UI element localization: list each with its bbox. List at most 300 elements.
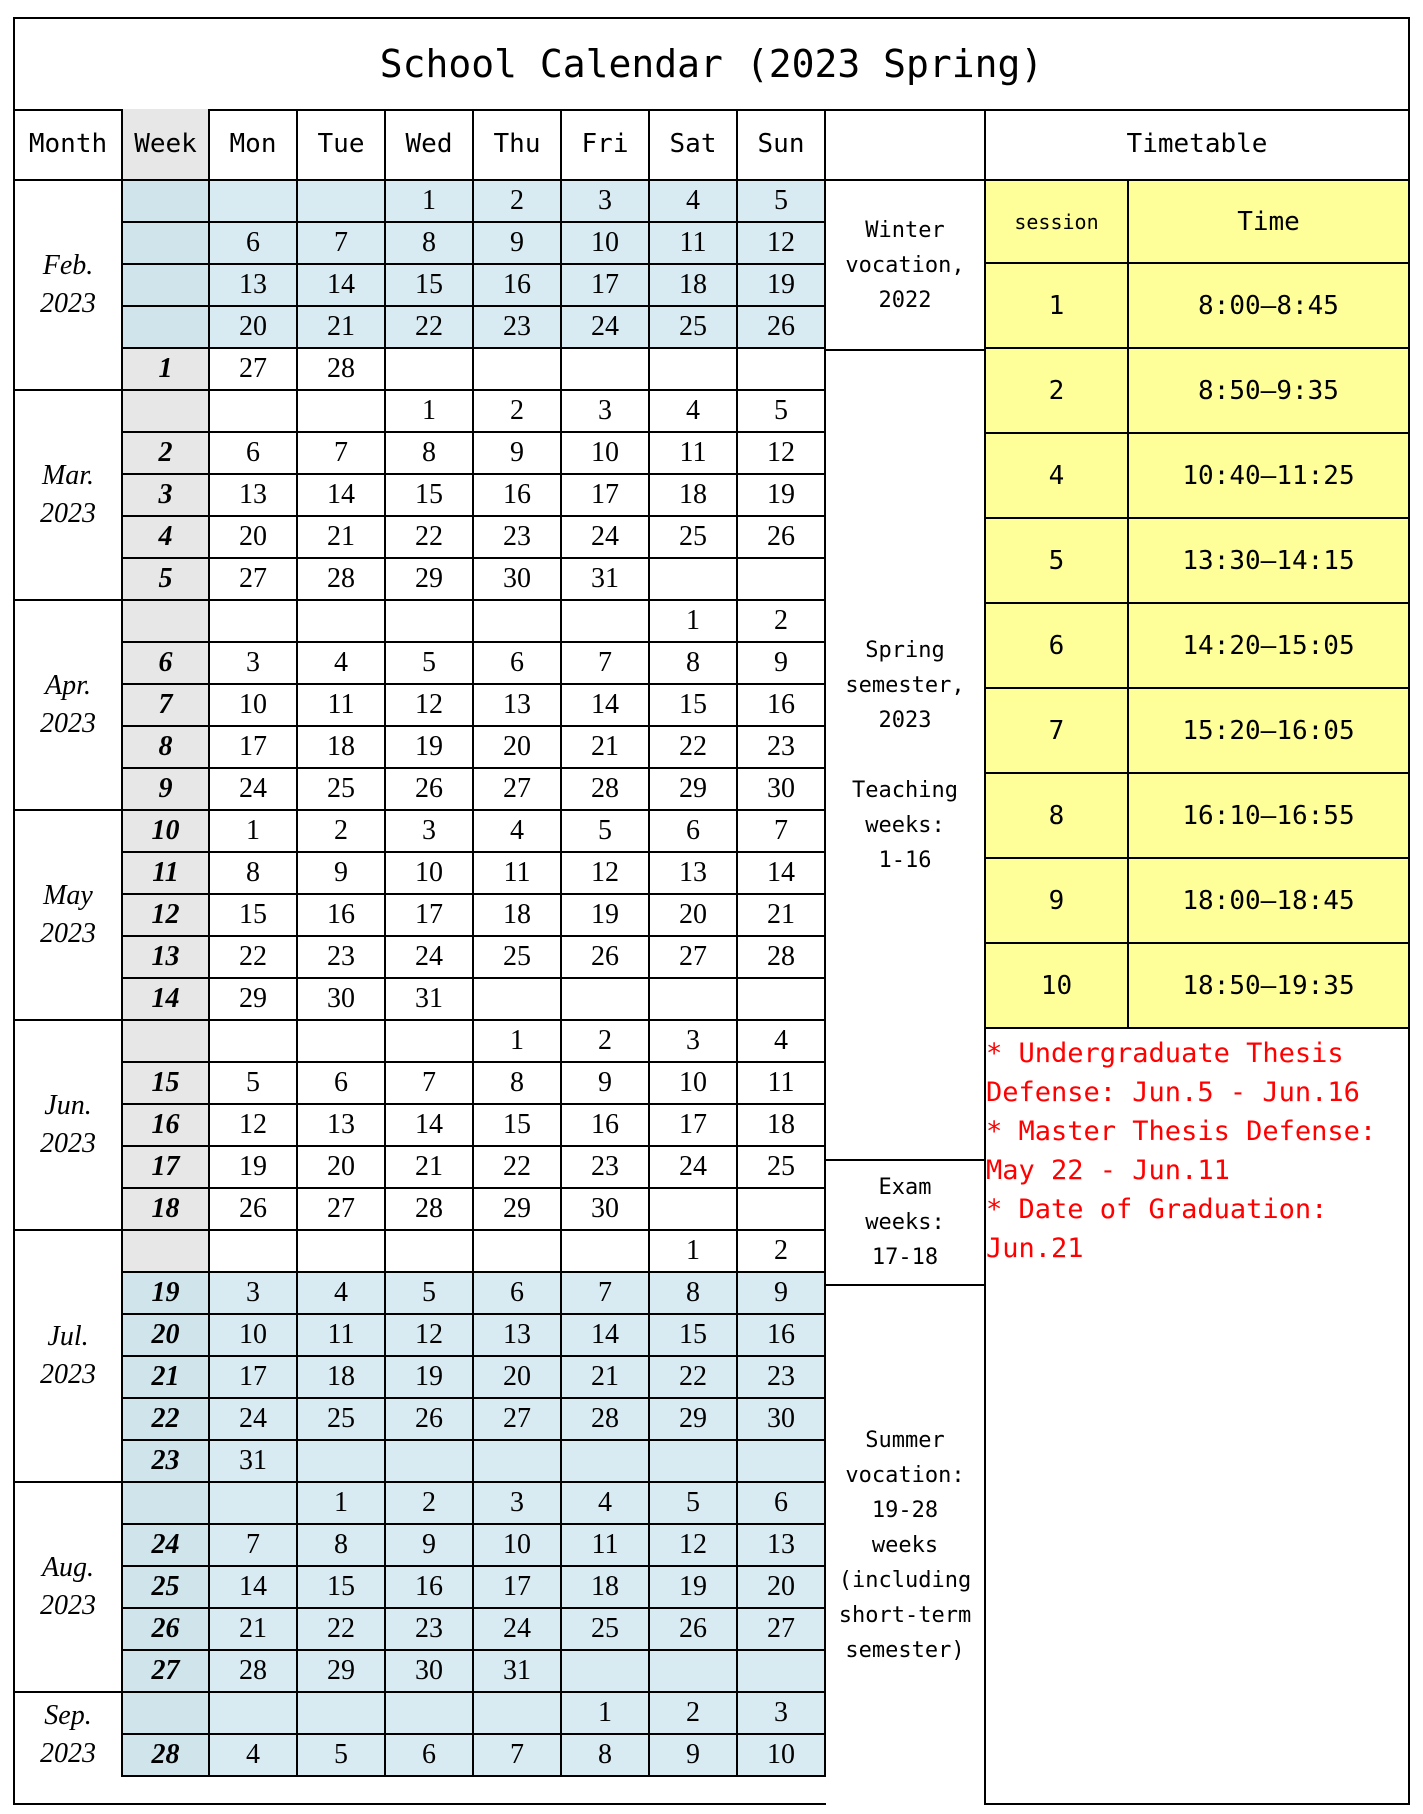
- day-cell-mon: 17: [210, 1357, 298, 1399]
- week-number-cell: 25: [123, 1567, 210, 1609]
- day-cell-wed: 21: [386, 1147, 474, 1189]
- day-cell-wed: 19: [386, 1357, 474, 1399]
- week-number-cell: [123, 601, 210, 643]
- day-cell-tue: 25: [298, 769, 386, 811]
- day-cell-thu: 9: [474, 433, 562, 475]
- day-cell-sat: 15: [650, 685, 738, 727]
- month-label: May 2023: [15, 811, 123, 1021]
- day-cell-thu: 20: [474, 727, 562, 769]
- day-cell-thu: 22: [474, 1147, 562, 1189]
- day-cell-wed: [386, 1441, 474, 1483]
- day-cell-fri: 17: [562, 265, 650, 307]
- day-cell-mon: 29: [210, 979, 298, 1021]
- day-cell-mon: [210, 391, 298, 433]
- day-cell-tue: 6: [298, 1063, 386, 1105]
- timetable-time-cell: 16:10—16:55: [1129, 774, 1408, 859]
- day-cell-sun: 7: [738, 811, 826, 853]
- day-cell-fri: 17: [562, 475, 650, 517]
- day-cell-sun: 23: [738, 727, 826, 769]
- day-cell-sat: [650, 559, 738, 601]
- day-cell-sun: 18: [738, 1105, 826, 1147]
- week-number-cell: [123, 1021, 210, 1063]
- day-cell-fri: 2: [562, 1021, 650, 1063]
- day-cell-mon: 26: [210, 1189, 298, 1231]
- day-cell-thu: 27: [474, 1399, 562, 1441]
- day-cell-mon: 13: [210, 475, 298, 517]
- header-thu: Thu: [474, 109, 562, 181]
- timetable-session-cell: 7: [986, 689, 1129, 774]
- period-spring-semester: Spring semester, 2023 Teaching weeks: 1-16: [826, 351, 986, 1161]
- day-cell-wed: 3: [386, 811, 474, 853]
- day-cell-fri: 21: [562, 727, 650, 769]
- timetable-session-cell: 4: [986, 434, 1129, 519]
- day-cell-fri: [562, 601, 650, 643]
- day-cell-tue: 5: [298, 1735, 386, 1777]
- day-cell-thu: 13: [474, 685, 562, 727]
- day-cell-fri: 4: [562, 1483, 650, 1525]
- day-cell-tue: 18: [298, 1357, 386, 1399]
- timetable-time-cell: 8:00—8:45: [1129, 264, 1408, 349]
- day-cell-thu: 10: [474, 1525, 562, 1567]
- day-cell-thu: 6: [474, 1273, 562, 1315]
- day-cell-thu: 3: [474, 1483, 562, 1525]
- day-cell-sun: [738, 1651, 826, 1693]
- period-winter-vacation: Winter vocation, 2022: [826, 181, 986, 351]
- note-master-defense: * Master Thesis Defense: May 22 - Jun.11: [986, 1116, 1377, 1186]
- day-cell-sun: 10: [738, 1735, 826, 1777]
- day-cell-sun: 30: [738, 1399, 826, 1441]
- day-cell-tue: 14: [298, 265, 386, 307]
- day-cell-wed: 17: [386, 895, 474, 937]
- day-cell-thu: 23: [474, 517, 562, 559]
- day-cell-thu: 25: [474, 937, 562, 979]
- day-cell-wed: [386, 601, 474, 643]
- day-cell-sat: 25: [650, 307, 738, 349]
- day-cell-tue: 7: [298, 223, 386, 265]
- day-cell-mon: 10: [210, 685, 298, 727]
- day-cell-fri: 11: [562, 1525, 650, 1567]
- day-cell-fri: [562, 979, 650, 1021]
- day-cell-mon: 31: [210, 1441, 298, 1483]
- week-number-cell: 22: [123, 1399, 210, 1441]
- day-cell-tue: [298, 1693, 386, 1735]
- day-cell-thu: 30: [474, 559, 562, 601]
- day-cell-sat: 1: [650, 601, 738, 643]
- day-cell-fri: 16: [562, 1105, 650, 1147]
- day-cell-mon: 15: [210, 895, 298, 937]
- day-cell-fri: 5: [562, 811, 650, 853]
- day-cell-mon: 6: [210, 223, 298, 265]
- day-cell-mon: 20: [210, 517, 298, 559]
- day-cell-tue: 28: [298, 349, 386, 391]
- day-cell-tue: 22: [298, 1609, 386, 1651]
- day-cell-mon: 24: [210, 1399, 298, 1441]
- week-number-cell: 28: [123, 1735, 210, 1777]
- day-cell-sun: 23: [738, 1357, 826, 1399]
- day-cell-sat: 11: [650, 433, 738, 475]
- timetable-time-cell: 14:20—15:05: [1129, 604, 1408, 689]
- timetable-session-header: session: [986, 181, 1129, 264]
- day-cell-sat: 25: [650, 517, 738, 559]
- header-sun: Sun: [738, 109, 826, 181]
- day-cell-fri: 21: [562, 1357, 650, 1399]
- day-cell-sun: [738, 1441, 826, 1483]
- timetable-time-cell: 8:50—9:35: [1129, 349, 1408, 434]
- note-graduation-date: * Date of Graduation: Jun.21: [986, 1194, 1328, 1264]
- day-cell-mon: 22: [210, 937, 298, 979]
- day-cell-tue: 2: [298, 811, 386, 853]
- day-cell-fri: 14: [562, 1315, 650, 1357]
- day-cell-sun: 13: [738, 1525, 826, 1567]
- week-number-cell: [123, 391, 210, 433]
- header-tue: Tue: [298, 109, 386, 181]
- day-cell-tue: 15: [298, 1567, 386, 1609]
- day-cell-sat: 1: [650, 1231, 738, 1273]
- day-cell-thu: 7: [474, 1735, 562, 1777]
- header-timetable: Timetable: [986, 109, 1408, 181]
- day-cell-sat: 2: [650, 1693, 738, 1735]
- day-cell-sun: 9: [738, 643, 826, 685]
- day-cell-thu: 11: [474, 853, 562, 895]
- day-cell-mon: 5: [210, 1063, 298, 1105]
- day-cell-fri: 23: [562, 1147, 650, 1189]
- timetable-session-cell: 9: [986, 859, 1129, 944]
- day-cell-sun: 12: [738, 223, 826, 265]
- day-cell-thu: 16: [474, 475, 562, 517]
- day-cell-sat: 12: [650, 1525, 738, 1567]
- header-week: Week: [123, 109, 210, 181]
- month-label: Aug. 2023: [15, 1483, 123, 1693]
- day-cell-sun: 5: [738, 181, 826, 223]
- day-cell-fri: 7: [562, 643, 650, 685]
- day-cell-sat: 6: [650, 811, 738, 853]
- day-cell-tue: 23: [298, 937, 386, 979]
- week-number-cell: 27: [123, 1651, 210, 1693]
- day-cell-thu: 2: [474, 391, 562, 433]
- week-number-cell: 8: [123, 727, 210, 769]
- day-cell-tue: 27: [298, 1189, 386, 1231]
- day-cell-mon: 10: [210, 1315, 298, 1357]
- week-number-cell: 23: [123, 1441, 210, 1483]
- month-label: Jun. 2023: [15, 1021, 123, 1231]
- day-cell-tue: 21: [298, 307, 386, 349]
- day-cell-mon: 12: [210, 1105, 298, 1147]
- day-cell-tue: [298, 1021, 386, 1063]
- day-cell-sat: [650, 1441, 738, 1483]
- day-cell-wed: [386, 349, 474, 391]
- timetable-session-cell: 1: [986, 264, 1129, 349]
- week-number-cell: 14: [123, 979, 210, 1021]
- day-cell-sun: 19: [738, 475, 826, 517]
- day-cell-thu: 24: [474, 1609, 562, 1651]
- day-cell-fri: 24: [562, 307, 650, 349]
- day-cell-fri: 26: [562, 937, 650, 979]
- period-exam-weeks: Exam weeks: 17-18: [826, 1161, 986, 1286]
- day-cell-mon: 13: [210, 265, 298, 307]
- day-cell-thu: 1: [474, 1021, 562, 1063]
- day-cell-wed: 10: [386, 853, 474, 895]
- week-number-cell: 6: [123, 643, 210, 685]
- week-number-cell: 18: [123, 1189, 210, 1231]
- day-cell-thu: 9: [474, 223, 562, 265]
- day-cell-fri: 12: [562, 853, 650, 895]
- timetable-session-cell: 2: [986, 349, 1129, 434]
- day-cell-tue: 4: [298, 1273, 386, 1315]
- day-cell-tue: 20: [298, 1147, 386, 1189]
- day-cell-wed: 29: [386, 559, 474, 601]
- timetable-time-cell: 18:50—19:35: [1129, 944, 1408, 1029]
- day-cell-thu: [474, 1231, 562, 1273]
- day-cell-sat: 15: [650, 1315, 738, 1357]
- day-cell-wed: 9: [386, 1525, 474, 1567]
- day-cell-sun: 16: [738, 685, 826, 727]
- day-cell-thu: [474, 1441, 562, 1483]
- week-number-cell: [123, 265, 210, 307]
- day-cell-fri: [562, 349, 650, 391]
- day-cell-fri: 30: [562, 1189, 650, 1231]
- week-number-cell: 15: [123, 1063, 210, 1105]
- day-cell-sun: 2: [738, 601, 826, 643]
- timetable-time-cell: 18:00—18:45: [1129, 859, 1408, 944]
- day-cell-fri: [562, 1441, 650, 1483]
- month-label: Jul. 2023: [15, 1231, 123, 1483]
- week-number-cell: 11: [123, 853, 210, 895]
- day-cell-sat: 3: [650, 1021, 738, 1063]
- day-cell-thu: 8: [474, 1063, 562, 1105]
- day-cell-thu: 31: [474, 1651, 562, 1693]
- day-cell-fri: 3: [562, 181, 650, 223]
- day-cell-mon: 17: [210, 727, 298, 769]
- timetable-time-cell: 10:40—11:25: [1129, 434, 1408, 519]
- day-cell-thu: 2: [474, 181, 562, 223]
- day-cell-thu: 16: [474, 265, 562, 307]
- day-cell-fri: 18: [562, 1567, 650, 1609]
- week-number-cell: 20: [123, 1315, 210, 1357]
- week-number-cell: 16: [123, 1105, 210, 1147]
- day-cell-fri: 28: [562, 769, 650, 811]
- header-mon: Mon: [210, 109, 298, 181]
- day-cell-wed: 12: [386, 685, 474, 727]
- day-cell-sat: 26: [650, 1609, 738, 1651]
- week-number-cell: 24: [123, 1525, 210, 1567]
- week-number-cell: [123, 307, 210, 349]
- day-cell-wed: 24: [386, 937, 474, 979]
- week-number-cell: 19: [123, 1273, 210, 1315]
- note-undergraduate-defense: * Undergraduate Thesis Defense: Jun.5 - Jun.16: [986, 1038, 1360, 1108]
- day-cell-sat: 29: [650, 1399, 738, 1441]
- timetable-session-cell: 8: [986, 774, 1129, 859]
- day-cell-sun: 26: [738, 517, 826, 559]
- day-cell-wed: 2: [386, 1483, 474, 1525]
- day-cell-sat: [650, 349, 738, 391]
- page-title: School Calendar (2023 Spring): [15, 19, 1408, 111]
- week-number-cell: [123, 1231, 210, 1273]
- header-wed: Wed: [386, 109, 474, 181]
- day-cell-mon: 27: [210, 349, 298, 391]
- notes-block: [986, 1034, 1406, 1268]
- day-cell-fri: 31: [562, 559, 650, 601]
- day-cell-mon: 7: [210, 1525, 298, 1567]
- day-cell-tue: 4: [298, 643, 386, 685]
- day-cell-thu: 18: [474, 895, 562, 937]
- day-cell-thu: 13: [474, 1315, 562, 1357]
- day-cell-wed: 22: [386, 307, 474, 349]
- day-cell-thu: 17: [474, 1567, 562, 1609]
- day-cell-mon: [210, 181, 298, 223]
- day-cell-wed: 5: [386, 1273, 474, 1315]
- day-cell-thu: 15: [474, 1105, 562, 1147]
- day-cell-fri: 14: [562, 685, 650, 727]
- day-cell-sun: [738, 1189, 826, 1231]
- header-sat: Sat: [650, 109, 738, 181]
- week-number-cell: 5: [123, 559, 210, 601]
- day-cell-thu: [474, 349, 562, 391]
- day-cell-tue: 9: [298, 853, 386, 895]
- day-cell-mon: 27: [210, 559, 298, 601]
- month-label: Apr. 2023: [15, 601, 123, 811]
- header-month: Month: [15, 109, 123, 181]
- day-cell-fri: 10: [562, 223, 650, 265]
- day-cell-fri: 7: [562, 1273, 650, 1315]
- week-number-cell: 12: [123, 895, 210, 937]
- day-cell-sat: 9: [650, 1735, 738, 1777]
- day-cell-mon: [210, 1483, 298, 1525]
- day-cell-thu: 27: [474, 769, 562, 811]
- day-cell-wed: [386, 1231, 474, 1273]
- day-cell-sat: 4: [650, 181, 738, 223]
- day-cell-mon: 14: [210, 1567, 298, 1609]
- day-cell-tue: 18: [298, 727, 386, 769]
- month-label: Feb. 2023: [15, 181, 123, 391]
- day-cell-sun: 19: [738, 265, 826, 307]
- day-cell-sun: 25: [738, 1147, 826, 1189]
- day-cell-sat: 11: [650, 223, 738, 265]
- day-cell-sat: 20: [650, 895, 738, 937]
- day-cell-sat: 10: [650, 1063, 738, 1105]
- day-cell-fri: 28: [562, 1399, 650, 1441]
- day-cell-wed: 12: [386, 1315, 474, 1357]
- day-cell-wed: 5: [386, 643, 474, 685]
- day-cell-sat: 29: [650, 769, 738, 811]
- day-cell-fri: 19: [562, 895, 650, 937]
- day-cell-mon: [210, 1231, 298, 1273]
- day-cell-wed: 15: [386, 475, 474, 517]
- day-cell-thu: [474, 979, 562, 1021]
- week-number-cell: 13: [123, 937, 210, 979]
- day-cell-fri: 9: [562, 1063, 650, 1105]
- day-cell-tue: [298, 1231, 386, 1273]
- day-cell-wed: 8: [386, 223, 474, 265]
- day-cell-mon: 1: [210, 811, 298, 853]
- day-cell-wed: 23: [386, 1609, 474, 1651]
- day-cell-sat: 8: [650, 1273, 738, 1315]
- day-cell-sun: 30: [738, 769, 826, 811]
- day-cell-tue: 11: [298, 1315, 386, 1357]
- day-cell-tue: [298, 391, 386, 433]
- day-cell-thu: [474, 1693, 562, 1735]
- day-cell-wed: 6: [386, 1735, 474, 1777]
- day-cell-tue: 14: [298, 475, 386, 517]
- day-cell-wed: 16: [386, 1567, 474, 1609]
- week-number-cell: 7: [123, 685, 210, 727]
- timetable-session-cell: 5: [986, 519, 1129, 604]
- week-number-cell: 21: [123, 1357, 210, 1399]
- day-cell-mon: [210, 1021, 298, 1063]
- day-cell-sat: [650, 1189, 738, 1231]
- week-number-cell: 17: [123, 1147, 210, 1189]
- day-cell-wed: 1: [386, 181, 474, 223]
- day-cell-mon: 20: [210, 307, 298, 349]
- day-cell-sat: 5: [650, 1483, 738, 1525]
- day-cell-sun: 4: [738, 1021, 826, 1063]
- day-cell-thu: 6: [474, 643, 562, 685]
- week-number-cell: [123, 181, 210, 223]
- day-cell-thu: 4: [474, 811, 562, 853]
- timetable-time-header: Time: [1129, 181, 1408, 264]
- header-fri: Fri: [562, 109, 650, 181]
- day-cell-sun: 5: [738, 391, 826, 433]
- day-cell-wed: 7: [386, 1063, 474, 1105]
- week-number-cell: 2: [123, 433, 210, 475]
- day-cell-wed: 14: [386, 1105, 474, 1147]
- week-number-cell: [123, 223, 210, 265]
- day-cell-wed: [386, 1021, 474, 1063]
- day-cell-mon: 28: [210, 1651, 298, 1693]
- day-cell-sat: 18: [650, 475, 738, 517]
- week-number-cell: 4: [123, 517, 210, 559]
- header-period: [826, 109, 986, 181]
- day-cell-mon: [210, 601, 298, 643]
- day-cell-sun: 26: [738, 307, 826, 349]
- day-cell-tue: [298, 181, 386, 223]
- day-cell-tue: 7: [298, 433, 386, 475]
- timetable-time-cell: 13:30—14:15: [1129, 519, 1408, 604]
- period-summer-vacation: Summer vocation: 19-28 weeks (including short-term semester): [826, 1286, 986, 1805]
- day-cell-sun: 9: [738, 1273, 826, 1315]
- day-cell-tue: 11: [298, 685, 386, 727]
- day-cell-wed: 26: [386, 1399, 474, 1441]
- day-cell-wed: 22: [386, 517, 474, 559]
- day-cell-sat: 8: [650, 643, 738, 685]
- day-cell-sun: 16: [738, 1315, 826, 1357]
- day-cell-wed: 26: [386, 769, 474, 811]
- timetable-session-cell: 10: [986, 944, 1129, 1029]
- day-cell-sat: 13: [650, 853, 738, 895]
- day-cell-tue: 30: [298, 979, 386, 1021]
- timetable-time-cell: 15:20—16:05: [1129, 689, 1408, 774]
- day-cell-tue: 8: [298, 1525, 386, 1567]
- day-cell-sun: [738, 559, 826, 601]
- month-label: Sep. 2023: [15, 1693, 123, 1777]
- day-cell-sun: 2: [738, 1231, 826, 1273]
- day-cell-sun: [738, 349, 826, 391]
- day-cell-fri: 8: [562, 1735, 650, 1777]
- day-cell-sat: 17: [650, 1105, 738, 1147]
- day-cell-tue: 21: [298, 517, 386, 559]
- week-number-cell: [123, 1693, 210, 1735]
- day-cell-sun: 11: [738, 1063, 826, 1105]
- day-cell-mon: 4: [210, 1735, 298, 1777]
- day-cell-sat: 22: [650, 727, 738, 769]
- day-cell-sat: [650, 979, 738, 1021]
- day-cell-sun: 12: [738, 433, 826, 475]
- day-cell-sat: 19: [650, 1567, 738, 1609]
- week-number-cell: 26: [123, 1609, 210, 1651]
- day-cell-sat: 24: [650, 1147, 738, 1189]
- day-cell-wed: 15: [386, 265, 474, 307]
- day-cell-sat: [650, 1651, 738, 1693]
- day-cell-wed: 8: [386, 433, 474, 475]
